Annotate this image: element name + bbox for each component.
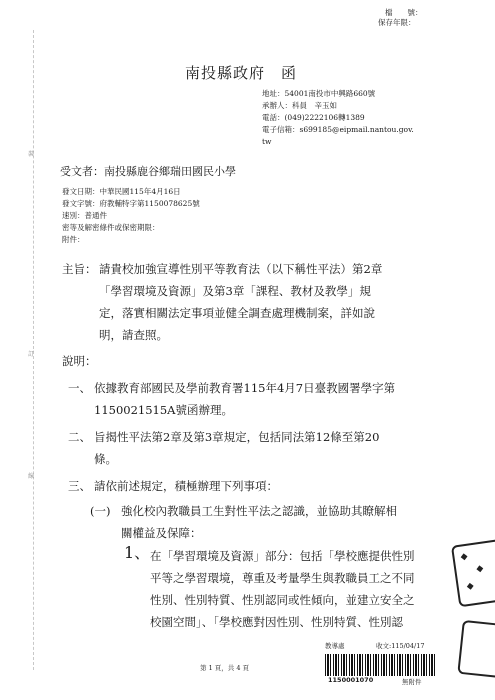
item-1-number: 一、 [68, 381, 91, 395]
sender-contact: 承辦人：科員 辛玉如 [262, 101, 337, 110]
attachment-note: 無附件 [402, 678, 422, 686]
sender-email: 電子信箱：s699185@eipmail.nantou.gov. [262, 125, 414, 134]
subject-line-2: 「學習環境及資源」及第3章「課程、教材及教學」規 [99, 284, 371, 298]
delivery-speed: 速別：普通件 [62, 211, 107, 220]
sub-item-line-2: 關權益及保障： [121, 526, 202, 540]
subject-line-1: 請貴校加強宣導性別平等教育法（以下稱性平法）第2章 [99, 262, 383, 276]
item-2-number: 二、 [68, 430, 91, 444]
serial-number: 1150001070 [328, 676, 374, 684]
official-seal-stamp: ◆ ◆ ◆ [451, 539, 495, 608]
sender-phone: 電話：(049)2222106轉1389 [262, 113, 365, 122]
sender-address: 地址：54001南投市中興路660號 [262, 89, 376, 98]
issue-date: 發文日期：中華民國115年4月16日 [62, 187, 181, 196]
barcode [325, 654, 435, 676]
page-number: 第 1 頁，共 4 頁 [200, 664, 250, 672]
sub-sub-item-line-1: 在「學習環境及資源」部分：包括「學校應提供性別 [150, 549, 415, 563]
secrecy-level: 密等及解密條件或保密期限： [62, 223, 160, 232]
subject-line-3: 定，落實相關法定事項並健全調查處理機制案，詳如說 [99, 306, 375, 320]
official-seal-stamp-2 [457, 620, 495, 678]
document-title: 南投縣政府 函 [185, 64, 298, 82]
sub-item-number: (一) [90, 504, 111, 518]
sender-email-cont: tw [262, 137, 272, 146]
item-1-line-2: 1150021515A號函辦理。 [94, 403, 233, 417]
item-3-number: 三、 [68, 479, 91, 493]
fold-mark-1: 裝 [28, 151, 35, 158]
subject-label: 主旨： [62, 262, 97, 276]
receiving-office: 教導處 [325, 642, 345, 650]
retention-label: 保存年限： [378, 18, 416, 27]
sub-sub-item-number: 1、 [124, 543, 151, 562]
item-2-line-2: 條。 [94, 452, 117, 466]
sub-sub-item-line-3: 性別、性別特質、性別認同或性傾向，並建立安全之 [150, 593, 415, 607]
sub-sub-item-line-2: 平等之學習環境，尊重及考量學生與教職員工之不同 [150, 571, 415, 585]
file-number-label: 檔 號： [385, 8, 423, 17]
doc-number: 發文字號：府教輔特字第1150078625號 [62, 199, 200, 208]
binding-fold-line [33, 30, 34, 670]
recipient: 受文者：南投縣鹿谷鄉瑞田國民小學 [60, 165, 236, 178]
item-1-line-1: 依據教育部國民及學前教育署115年4月7日臺教國署學字第 [94, 381, 396, 395]
subject-line-4: 明，請查照。 [99, 328, 168, 342]
received-date: 收文:115/04/17 [376, 642, 425, 650]
sub-sub-item-line-4: 校園空間」、「學校應對因性別、性別特質、性別認 [150, 615, 403, 629]
fold-mark-2: 訂 [28, 351, 35, 358]
fold-mark-3: 線 [28, 473, 35, 480]
item-3-line-1: 請依前述規定，積極辦理下列事項： [94, 479, 278, 493]
item-2-line-1: 旨揭性平法第2章及第3章規定，包括同法第12條至第20 [94, 430, 380, 444]
attachments: 附件： [62, 235, 85, 244]
sub-item-line-1: 強化校內教職員工生對性平法之認識，並協助其瞭解相 [121, 504, 397, 518]
explanation-label: 說明： [62, 354, 97, 368]
